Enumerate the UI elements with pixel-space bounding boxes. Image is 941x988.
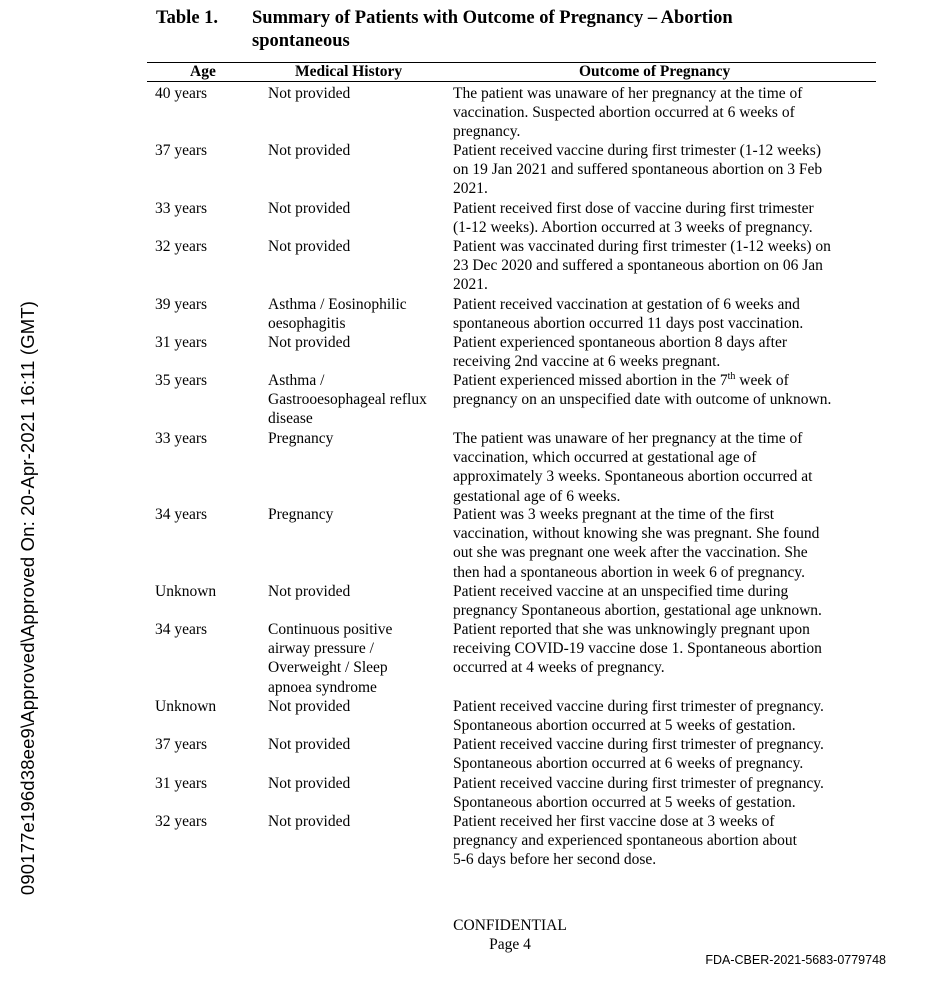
table-number: Table 1.: [156, 8, 219, 28]
outcome-text-end: week of pregnancy on an unspecified date with outcome of unknown.: [453, 372, 832, 409]
header-age: Age: [190, 63, 216, 80]
cell-outcome: Patient was vaccinated during first trimester (1-12 weeks) on 23 Dec 2020 and suffered a spontaneous abortion on 06 Jan 2021.: [453, 238, 831, 294]
cell-medical-history: Not provided: [268, 583, 351, 600]
cell-age: 32 years: [155, 238, 208, 255]
cell-outcome: Patient received vaccine during first trimester of pregnancy. Spontaneous abortion occurred at 5 weeks of gestation.: [453, 698, 824, 735]
cell-medical-history: Asthma / Gastrooesophageal reflux disease: [268, 372, 427, 428]
cell-medical-history: Not provided: [268, 142, 351, 159]
cell-medical-history: Pregnancy: [268, 506, 334, 523]
cell-medical-history: Not provided: [268, 334, 351, 351]
cell-outcome: Patient was 3 weeks pregnant at the time of the first vaccination, without knowing she was pregnant. She found out she was pregnant one week after the vaccination. She then had a spontaneous abortion in week 6 of pregnancy.: [453, 506, 820, 581]
cell-outcome: Patient received vaccine during first trimester of pregnancy. Spontaneous abortion occurred at 5 weeks of gestation.: [453, 775, 824, 812]
cell-outcome: Patient experienced spontaneous abortion 8 days after receiving 2nd vaccine at 6 weeks pregnant.: [453, 334, 787, 371]
cell-medical-history: Not provided: [268, 736, 351, 753]
cell-age: 40 years: [155, 85, 208, 102]
cell-outcome: Patient received vaccine during first trimester (1-12 weeks) on 19 Jan 2021 and suffered spontaneous abortion on 3 Feb 2021.: [453, 142, 823, 198]
cell-medical-history: Not provided: [268, 200, 351, 217]
ordinal-superscript: th: [727, 371, 736, 382]
outcome-text-start: Patient experienced missed abortion in the 7: [453, 372, 728, 389]
cell-outcome: Patient received vaccine at an unspecified time during pregnancy Spontaneous abortion, gestational age unknown.: [453, 583, 822, 620]
cell-medical-history: Not provided: [268, 775, 351, 792]
cell-medical-history: Continuous positive airway pressure / Overweight / Sleep apnoea syndrome: [268, 621, 393, 696]
cell-outcome: Patient received vaccine during first trimester of pregnancy. Spontaneous abortion occurred at 6 weeks of pregnancy.: [453, 736, 824, 773]
cell-outcome: The patient was unaware of her pregnancy at the time of vaccination, which occurred at gestational age of approximately 3 weeks. Spontaneous abortion occurred at gestational age of 6 weeks.: [453, 430, 813, 505]
cell-outcome: Patient received her first vaccine dose at 3 weeks of pregnancy and experienced spontaneous abortion about 5-6 days before her second dose.: [453, 813, 797, 869]
table-title: Summary of Patients with Outcome of Pregnancy – Abortion spontaneous: [252, 8, 733, 51]
cell-age: 35 years: [155, 372, 208, 389]
cell-outcome: The patient was unaware of her pregnancy at the time of vaccination. Suspected abortion occurred at 6 weeks of pregnancy.: [453, 85, 803, 141]
page-number: Page 4: [489, 936, 531, 953]
cell-outcome: Patient received first dose of vaccine during first trimester (1-12 weeks). Abortion occurred at 3 weeks of pregnancy.: [453, 200, 814, 237]
cell-age: 34 years: [155, 621, 208, 638]
table-header-row: [147, 63, 876, 82]
cell-outcome: Patient received vaccination at gestation of 6 weeks and spontaneous abortion occurred 11 days post vaccination.: [453, 296, 804, 333]
cell-age: 31 years: [155, 775, 208, 792]
header-medical-history: Medical History: [295, 63, 403, 80]
cell-medical-history: Not provided: [268, 698, 351, 715]
cell-age: 37 years: [155, 736, 208, 753]
cell-age: Unknown: [155, 698, 217, 715]
cell-age: 39 years: [155, 296, 208, 313]
cell-medical-history: Not provided: [268, 238, 351, 255]
header-outcome: Outcome of Pregnancy: [579, 63, 731, 80]
cell-medical-history: Pregnancy: [268, 430, 334, 447]
cell-age: 31 years: [155, 334, 208, 351]
confidential-label: CONFIDENTIAL: [453, 917, 567, 934]
cell-age: 33 years: [155, 200, 208, 217]
cell-medical-history: Asthma / Eosinophilic oesophagitis: [268, 296, 407, 333]
cell-outcome: [453, 371, 873, 409]
cell-age: 34 years: [155, 506, 208, 523]
approval-stamp: 090177e196d38ee9\Approved\Approved On: 20-Apr-2021 16:11 (GMT): [17, 300, 38, 896]
cell-age: 37 years: [155, 142, 208, 159]
cell-age: 33 years: [155, 430, 208, 447]
cell-medical-history: Not provided: [268, 813, 351, 830]
cell-medical-history: Not provided: [268, 85, 351, 102]
cell-age: 32 years: [155, 813, 208, 830]
cell-age: Unknown: [155, 583, 217, 600]
document-id: FDA-CBER-2021-5683-0779748: [705, 953, 886, 967]
cell-outcome: Patient reported that she was unknowingly pregnant upon receiving COVID-19 vaccine dose 1. Spontaneous abortion occurred at 4 weeks of pregnancy.: [453, 621, 822, 677]
